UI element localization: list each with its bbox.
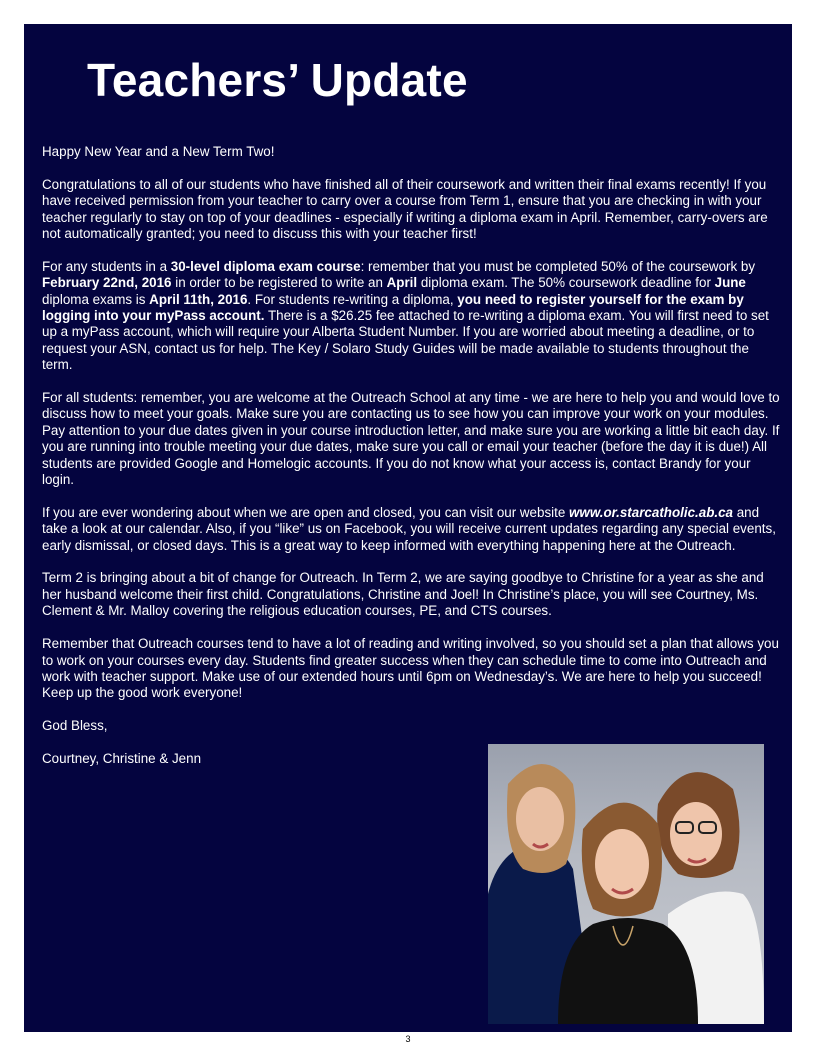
highlight-june: June [714,275,746,291]
newsletter-body [42,144,780,767]
closing: God Bless, [42,718,108,734]
paragraph-reading-writing: Remember that Outreach courses tend to have a lot of reading and writing involved, so you should set a plan that allows you to work on your courses every day. Students find greater success when they can schedule time to come into Outreach and work with teacher support. Make use of our extended hours until 6pm on Wednesday’s. We are here to help you succeed! Keep up the good work everyone! [42,636,779,701]
page-title: Teachers’ Update [87,54,468,106]
website-link[interactable]: www.or.starcatholic.ab.ca [569,504,733,520]
highlight-april: April [386,275,418,291]
signature: Courtney, Christine & Jenn [42,750,202,766]
paragraph-website: If you are ever wondering about when we are open and closed, you can visit our website www.or.starcatholic.ab.ca and take a look at our calendar. Also, if you “like” us on Facebook, you will receive current updates regarding any special events, early dismissal, or closed days. This is a great way to keep informed with everything happening here at the Outreach. [42,504,776,553]
highlight-course: 30-level diploma exam course [170,258,361,274]
paragraph-all-students: For all students: remember, you are welcome at the Outreach School at any time - we are here to help you and would love to discuss how to meet your goals. Make sure you are contacting us to see how you can improve your work on your modules. Pay attention to your due dates given in your course introduction letter, and make sure you are working a little bit each day. If you are running into trouble meeting your due dates, make sure you call or email your teacher (before the day it is due!) All students are provided Google and Homelogic accounts. If you do not know what your access is, contact Brandy for your login. [42,390,780,488]
page-number: 3 [405,1034,411,1044]
greeting: Happy New Year and a New Term Two! [42,144,275,159]
paragraph-congratulations: Congratulations to all of our students who have finished all of their coursework and written their final exams recently! If you have received permission from your teacher to carry over a course from Term 1, ensure that you are checking in with your teacher regularly to stay on top of your deadlines - especially if writing a diploma exam in April. Remember, carry-overs are not automatically granted; you need to discuss this with your teacher first! [42,176,768,242]
paragraph-diploma-exams: For any students in a 30-level diploma exam course: remember that you must be completed 50% of the coursework by February 22nd, 2016 in order to be registered to write an April diploma exam. The 50% coursework deadline for June diploma exams is April 11th, 2016. For students re-writing a diploma, you need to register yourself for the exam by logging into your myPass account. There is a $26.25 fee attached to re-writing a diploma exam. You will first need to set up a myPass account, which will require your Alberta Student Number. If you are worried about meeting a deadline, or to request your ASN, contact us for help. The Key / Solaro Study Guides will be made available to students throughout the term. [42,258,769,373]
highlight-june-deadline: April 11th, 2016 [149,291,248,307]
highlight-deadline-date: February 22nd, 2016 [42,275,172,291]
highlight-mypass: you need to register yourself for the exam by logging into your myPass account. [42,291,744,324]
teachers-photo [488,744,764,1024]
teachers-photo-image [488,744,764,1024]
paragraph-term-change: Term 2 is bringing about a bit of change for Outreach. In Term 2, we are saying goodbye to Christine for a year as she and her husband welcome their first child. Congratulations, Christine and Joel! In Christine’s place, you will see Courtney, Ms. Clement & Mr. Malloy covering the religious education courses, PE, and CTS courses. [42,570,764,619]
